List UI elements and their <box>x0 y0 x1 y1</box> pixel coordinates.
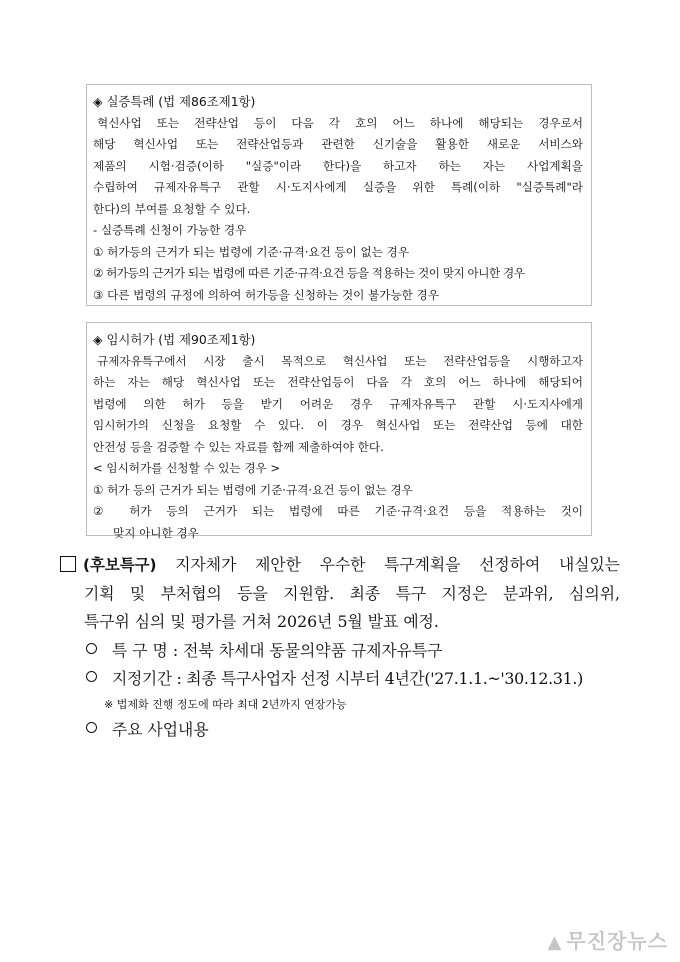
special-case-box <box>86 84 592 306</box>
note-line: ※ 법제화 진행 정도에 따라 최대 2년까지 연장가능 <box>104 697 347 711</box>
body-line: 안전성 등을 검증할 수 있는 자료를 함께 제출하여야 한다. <box>93 439 384 454</box>
watermark-text: 무진장뉴스 <box>566 929 668 953</box>
condition-heading: < 임시허가를 신청할 수 있는 경우 > <box>93 461 281 475</box>
body-line: 제품의 시험·검증(이하 "실증"이라 한다)을 하고자 하는 자는 사업계획을 <box>93 158 583 173</box>
body-line: 혁신사업 또는 전략산업 등이 다음 각 호의 어느 하나에 해당되는 경우로서 <box>97 115 583 130</box>
circle-bullet-icon <box>86 722 97 733</box>
circle-bullet-icon <box>86 643 97 654</box>
body-line: 수립하여 규제자유특구 관할 시·도지사에게 실증을 위한 특례(이하 "실증특례"라 <box>93 180 583 194</box>
bullet-item <box>60 665 620 694</box>
condition-item: ① 허가등의 근거가 되는 법령에 기준·규격·요건 등이 없는 경우 <box>93 244 410 259</box>
box-title: ◈ 실증특례 (법 제86조제1항) <box>93 94 256 109</box>
bullet-text: 특 구 명 : 전북 차세대 동물의약품 규제자유특구 <box>112 640 443 660</box>
condition-item: ③ 다른 법령의 규정에 의하여 허가등을 신청하는 것이 불가능한 경우 <box>93 287 439 302</box>
condition-item-continued: 맞지 아니한 경우 <box>113 525 199 540</box>
news-watermark <box>548 925 668 954</box>
bullet-text: 주요 사업내용 <box>112 719 209 739</box>
mountain-logo-icon: ▲ <box>547 932 563 953</box>
bullet-item <box>60 637 620 666</box>
bullet-item <box>60 716 620 745</box>
bullet-text: 지정기간 : 최종 특구사업자 선정 시부터 4년간('27.1.1.~'30.12.31.) <box>112 669 583 688</box>
temporary-permit-box <box>86 322 592 540</box>
section-text: 지자체가 제안한 우수한 특구계획을 선정하여 내실있는 <box>156 555 620 574</box>
section-line: 특구위 심의 및 평가를 거쳐 2026년 5월 발표 예정. <box>84 612 439 631</box>
section-first-line <box>60 551 620 580</box>
condition-item: ② 허가등의 근거가 되는 법령에 따른 기준·규격·요건 등을 적용하는 것이 맞지 아니한 경우 <box>93 266 525 280</box>
condition-heading: - 실증특례 신청이 가능한 경우 <box>93 223 247 237</box>
box-title: ◈ 임시허가 (법 제90조제1항) <box>93 332 256 347</box>
condition-item: ① 허가 등의 근거가 되는 법령에 기준·규격·요건 등이 없는 경우 <box>93 482 413 497</box>
body-line: 하는 자는 해당 혁신사업 또는 전략산업등이 다음 각 호의 어느 하나에 해당되어 <box>93 375 583 389</box>
body-line: 규제자유특구에서 시장 출시 목적으로 혁신사업 또는 전략산업등을 시행하고자 <box>97 353 583 368</box>
section-tag: (후보특구) <box>83 556 157 574</box>
section-line: 기획 및 부처협의 등을 지원함. 최종 특구 지정은 분과위, 심의위, <box>84 583 620 603</box>
condition-item: ② 허가 등의 근거가 되는 법령에 따른 기준·규격·요건 등을 적용하는 것이 <box>93 504 583 518</box>
body-line: 법령에 의한 허가 등을 받기 어려운 경우 규제자유특구 관할 시·도지사에게 <box>93 396 583 411</box>
candidate-zone-section <box>60 551 620 744</box>
body-line: 임시허가의 신청을 요청할 수 있다. 이 경우 혁신사업 또는 전략산업 등에 대한 <box>93 418 583 432</box>
body-line: 한다)의 부여를 요청할 수 있다. <box>93 201 251 216</box>
checkbox-square-icon <box>60 556 76 572</box>
body-line: 해당 혁신사업 또는 전략산업등과 관련한 신기술을 활용한 새로운 서비스와 <box>93 137 583 151</box>
circle-bullet-icon <box>86 671 97 682</box>
